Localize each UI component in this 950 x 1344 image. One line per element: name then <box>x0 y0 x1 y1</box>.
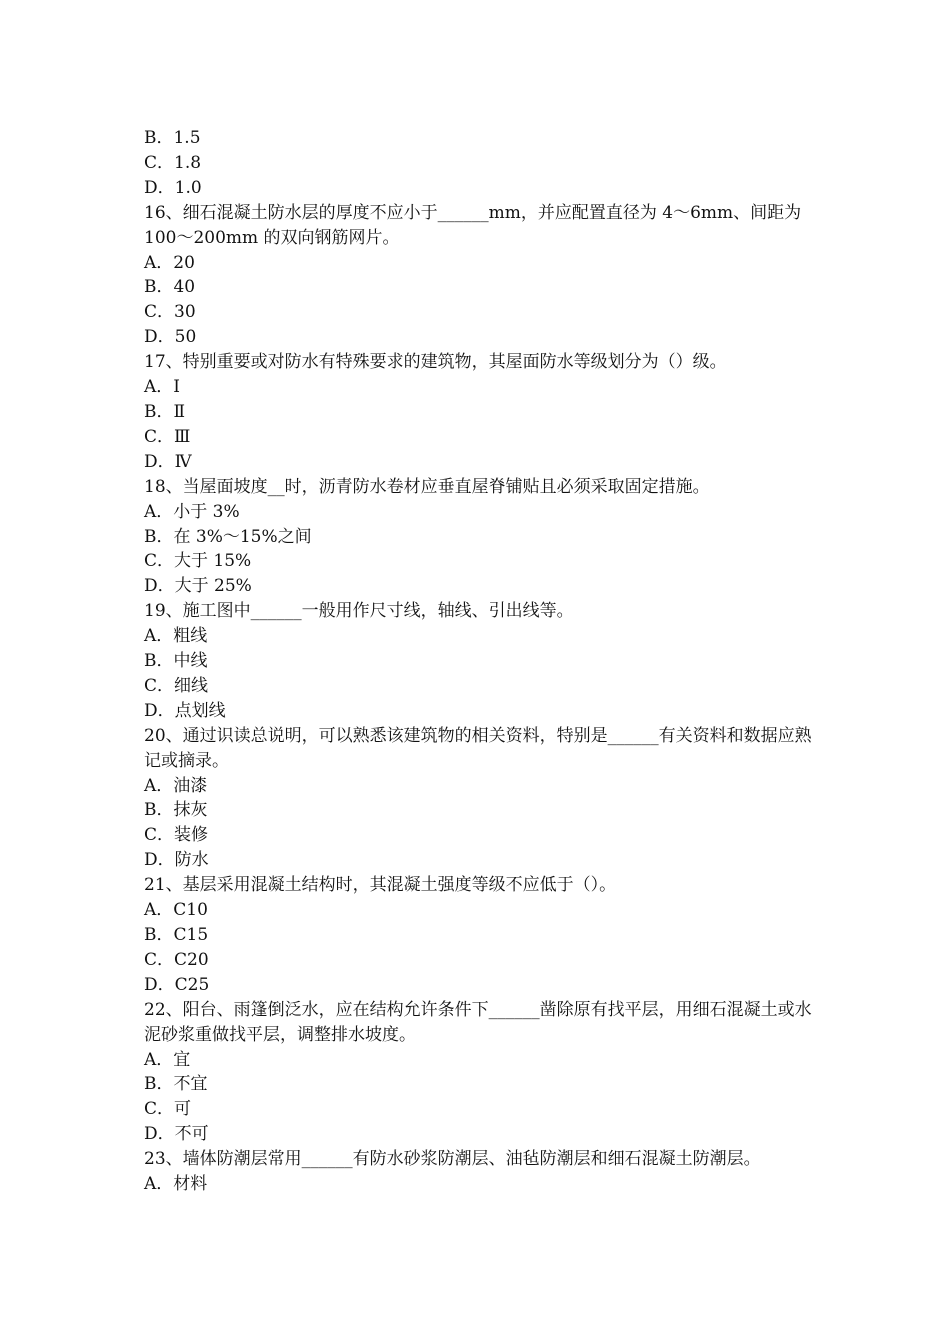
answer-option: D．C25 <box>144 974 210 995</box>
answer-option: C．装修 <box>144 825 209 846</box>
answer-option: D．防水 <box>144 850 209 871</box>
answer-option: C．可 <box>144 1099 192 1120</box>
answer-option: D．50 <box>144 327 197 348</box>
answer-option: A．粗线 <box>144 626 208 647</box>
answer-option: C．大于 15% <box>144 551 252 572</box>
answer-option: D．不可 <box>144 1124 209 1145</box>
answer-option: B．中线 <box>144 651 208 672</box>
answer-option: D．大于 25% <box>144 576 252 597</box>
question-text: 23、墙体防潮层常用______有防水砂浆防潮层、油毡防潮层和细石混凝土防潮层。 <box>144 1149 761 1170</box>
answer-option: A．Ⅰ <box>144 377 180 398</box>
answer-option: B．C15 <box>144 925 209 945</box>
answer-option: B．抹灰 <box>144 800 208 821</box>
question-list <box>144 126 812 1197</box>
answer-option: A．材料 <box>144 1174 208 1195</box>
answer-option: B．1.5 <box>144 128 201 148</box>
question-text: 22、阳台、雨篷倒泛水，应在结构允许条件下______凿除原有找平层，用细石混凝土或水泥砂浆重做找平层，调整排水坡度。 <box>144 999 812 1045</box>
answer-option: C．1.8 <box>144 152 202 173</box>
answer-option: A．小于 3% <box>144 501 240 522</box>
question-text: 21、基层采用混凝土结构时，其混凝土强度等级不应低于（）。 <box>144 875 617 896</box>
answer-option: C．Ⅲ <box>144 426 191 447</box>
answer-option: C．C20 <box>144 949 209 970</box>
question-text: 18、当屋面坡度__时，沥青防水卷材应垂直屋脊铺贴且必须采取固定措施。 <box>144 476 710 497</box>
answer-option: B．Ⅱ <box>144 401 186 422</box>
answer-option: B．不宜 <box>144 1074 208 1095</box>
answer-option: D．Ⅳ <box>144 451 192 472</box>
question-text: 16、细石混凝土防水层的厚度不应小于______mm，并应配置直径为 4～6mm、间距为 100～200mm 的双向钢筋网片。 <box>144 202 802 248</box>
answer-option: A．宜 <box>144 1049 191 1070</box>
answer-option: B．40 <box>144 277 196 298</box>
question-text: 20、通过识读总说明，可以熟悉该建筑物的相关资料，特别是______有关资料和数据应熟记或摘录。 <box>144 725 812 771</box>
answer-option: A．C10 <box>144 900 208 921</box>
answer-option: C．细线 <box>144 675 209 696</box>
answer-option: D．1.0 <box>144 177 202 198</box>
answer-option: B．在 3%～15%之间 <box>144 526 312 547</box>
answer-option: A．20 <box>144 252 195 273</box>
answer-option: A．油漆 <box>144 775 208 796</box>
answer-option: D．点划线 <box>144 700 226 721</box>
question-text: 17、特别重要或对防水有特殊要求的建筑物，其屋面防水等级划分为（）级。 <box>144 352 727 373</box>
answer-option: C．30 <box>144 302 196 323</box>
question-text: 19、施工图中______一般用作尺寸线，轴线、引出线等。 <box>144 601 574 622</box>
